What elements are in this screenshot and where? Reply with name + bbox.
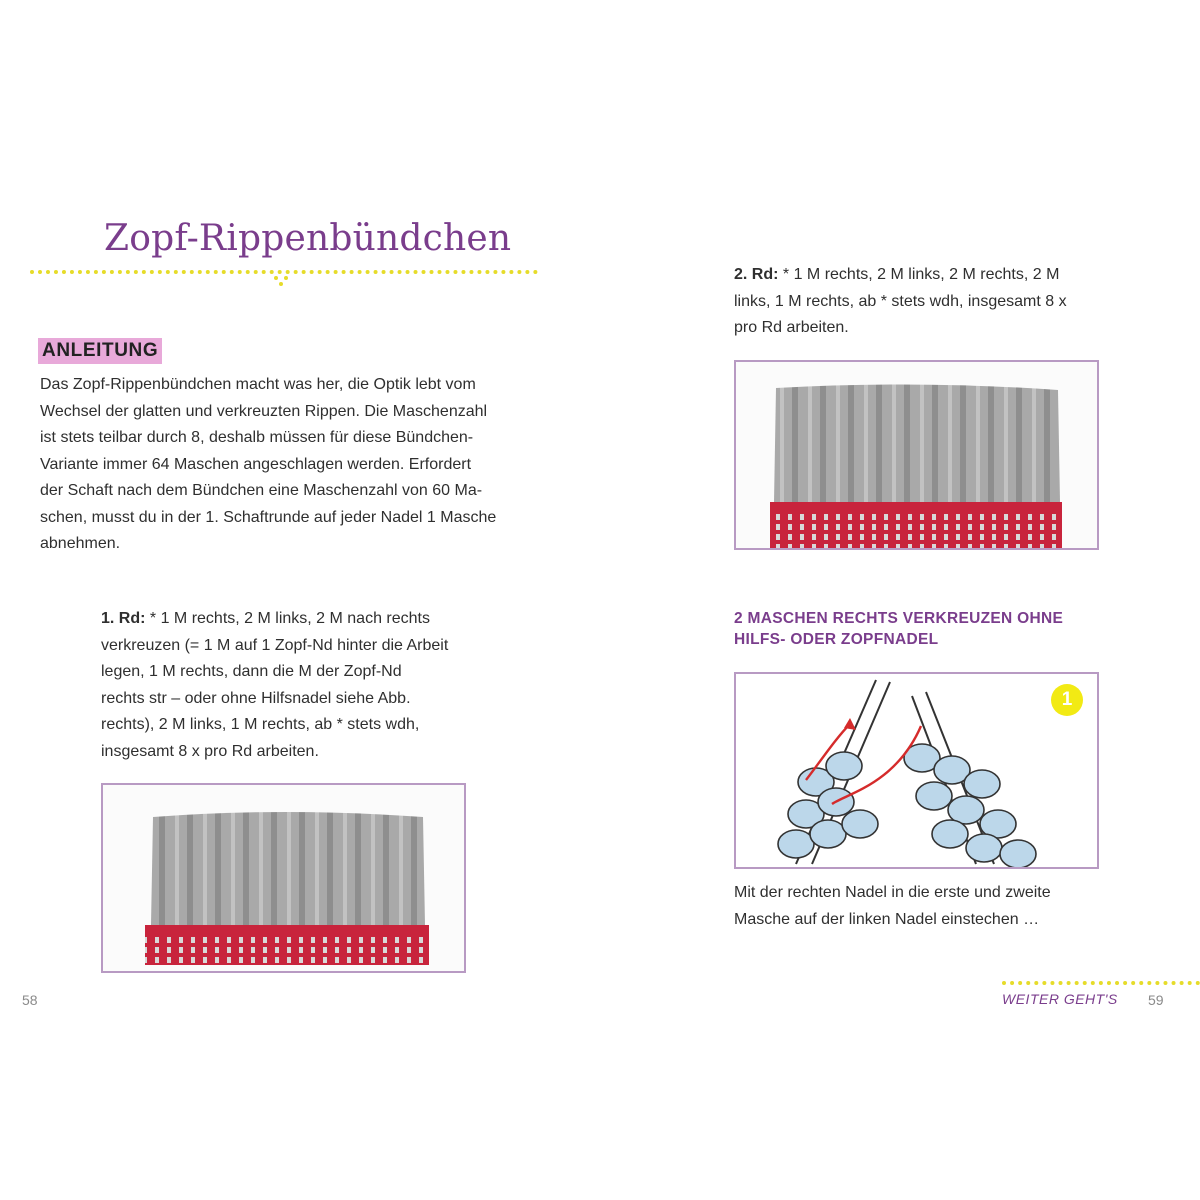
subheading-line: 2 MASCHEN RECHTS VERKREUZEN OHNE: [734, 610, 1064, 627]
technique-subheading: [734, 608, 1063, 650]
caption-line: Masche auf der linken Nadel einstechen …: [734, 910, 1040, 928]
footer-running-title: WEITER GEHT'S: [1002, 991, 1118, 1007]
page-number-left: 58: [22, 992, 38, 1008]
diagram-caption: [734, 880, 1114, 933]
subheading-line: HILFS- ODER ZOPFNADEL: [734, 631, 939, 648]
intro-line: Variante immer 64 Maschen angeschlagen werden. Erfordert: [40, 455, 472, 473]
round2-line: pro Rd arbeiten.: [734, 319, 849, 336]
knit-cuff-photo-2: [734, 360, 1099, 550]
round1-line: insgesamt 8 x pro Rd arbeiten.: [101, 742, 319, 760]
page-number-right: 59: [1148, 992, 1164, 1008]
knit-cuff-photo-1: [101, 783, 466, 973]
intro-line: abnehmen.: [40, 535, 121, 552]
intro-line: der Schaft nach dem Bündchen eine Maschenzahl von 60 Ma-: [40, 482, 483, 499]
section-label: ANLEITUNG: [38, 338, 162, 364]
round1-line: verkreuzen (= 1 M auf 1 Zopf-Nd hinter die Arbeit: [101, 636, 449, 654]
intro-paragraph: [40, 372, 540, 558]
round2-line: links, 1 M rechts, ab * stets wdh, insgesamt 8 x: [734, 292, 1067, 310]
round2-instructions: [734, 262, 1104, 342]
intro-line: Das Zopf-Rippenbündchen macht was her, die Optik lebt vom: [40, 376, 476, 393]
round2-label: 2. Rd:: [734, 266, 779, 283]
intro-line: schen, musst du in der 1. Schaftrunde auf jeder Nadel 1 Masche: [40, 508, 497, 526]
round1-line: legen, 1 M rechts, dann die M der Zopf-Nd: [101, 663, 402, 680]
caption-line: Mit der rechten Nadel in die erste und zweite: [734, 884, 1051, 901]
round1-line: rechts), 2 M links, 1 M rechts, ab * stets wdh,: [101, 716, 420, 733]
round1-line: rechts str – oder ohne Hilfsnadel siehe Abb.: [101, 689, 411, 707]
intro-line: ist stets teilbar durch 8, deshalb müssen für diese Bündchen-: [40, 429, 474, 446]
footer-dotted-rule: [1002, 981, 1200, 985]
round2-line: * 1 M rechts, 2 M links, 2 M rechts, 2 M: [778, 266, 1060, 283]
round1-line: * 1 M rechts, 2 M links, 2 M nach rechts: [145, 610, 430, 627]
step-badge: 1: [1051, 684, 1083, 716]
page-title: Zopf-Rippenbündchen: [104, 218, 512, 259]
round1-label: 1. Rd:: [101, 610, 146, 627]
round1-instructions: [101, 606, 481, 765]
intro-line: Wechsel der glatten und verkreuzten Rippen. Die Maschenzahl: [40, 402, 488, 420]
knitting-diagram: [734, 672, 1099, 869]
dotted-rule-notch: [274, 274, 288, 292]
